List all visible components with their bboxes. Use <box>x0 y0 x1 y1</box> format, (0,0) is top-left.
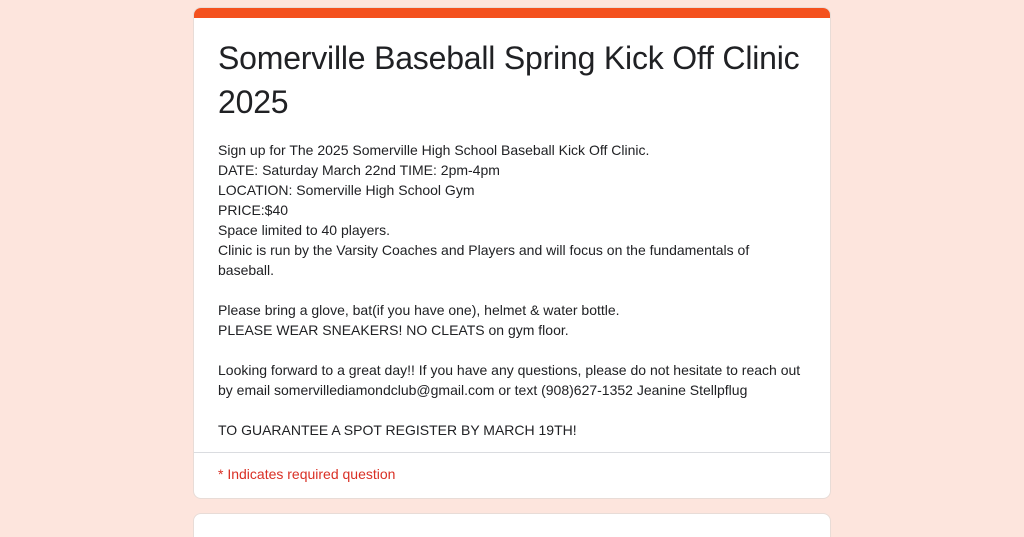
question-card <box>193 513 831 537</box>
description-line <box>218 400 806 420</box>
description-line: PRICE:$40 <box>218 202 289 218</box>
description-line: TO GUARANTEE A SPOT REGISTER BY MARCH 19TH! <box>218 422 577 438</box>
form-header-card <box>193 7 831 499</box>
description-line: LOCATION: Somerville High School Gym <box>218 182 475 198</box>
description-line: Clinic is run by the Varsity Coaches and Players and will focus on the fundamentals of baseball. <box>218 242 750 278</box>
description-line <box>218 280 806 300</box>
description-line: Looking forward to a great day!! If you have any questions, please do not hesitate to reach out by email somervillediamondclub@gmail.com or text (908)627-1352 Jeanine Stellpflug <box>218 362 801 398</box>
description-line: Sign up for The 2025 Somerville High School Baseball Kick Off Clinic. <box>218 142 650 158</box>
description-line <box>218 340 806 360</box>
form-accent-bar <box>194 8 830 18</box>
required-question-note: * Indicates required question <box>218 466 396 482</box>
description-line: Space limited to 40 players. <box>218 222 390 238</box>
form-description <box>218 140 806 440</box>
form-title: Somerville Baseball Spring Kick Off Clinic 2025 <box>218 40 800 120</box>
description-line: DATE: Saturday March 22nd TIME: 2pm-4pm <box>218 162 500 178</box>
header-divider <box>194 452 830 453</box>
description-line: PLEASE WEAR SNEAKERS! NO CLEATS on gym floor. <box>218 322 569 338</box>
description-line: Please bring a glove, bat(if you have one), helmet & water bottle. <box>218 302 620 318</box>
